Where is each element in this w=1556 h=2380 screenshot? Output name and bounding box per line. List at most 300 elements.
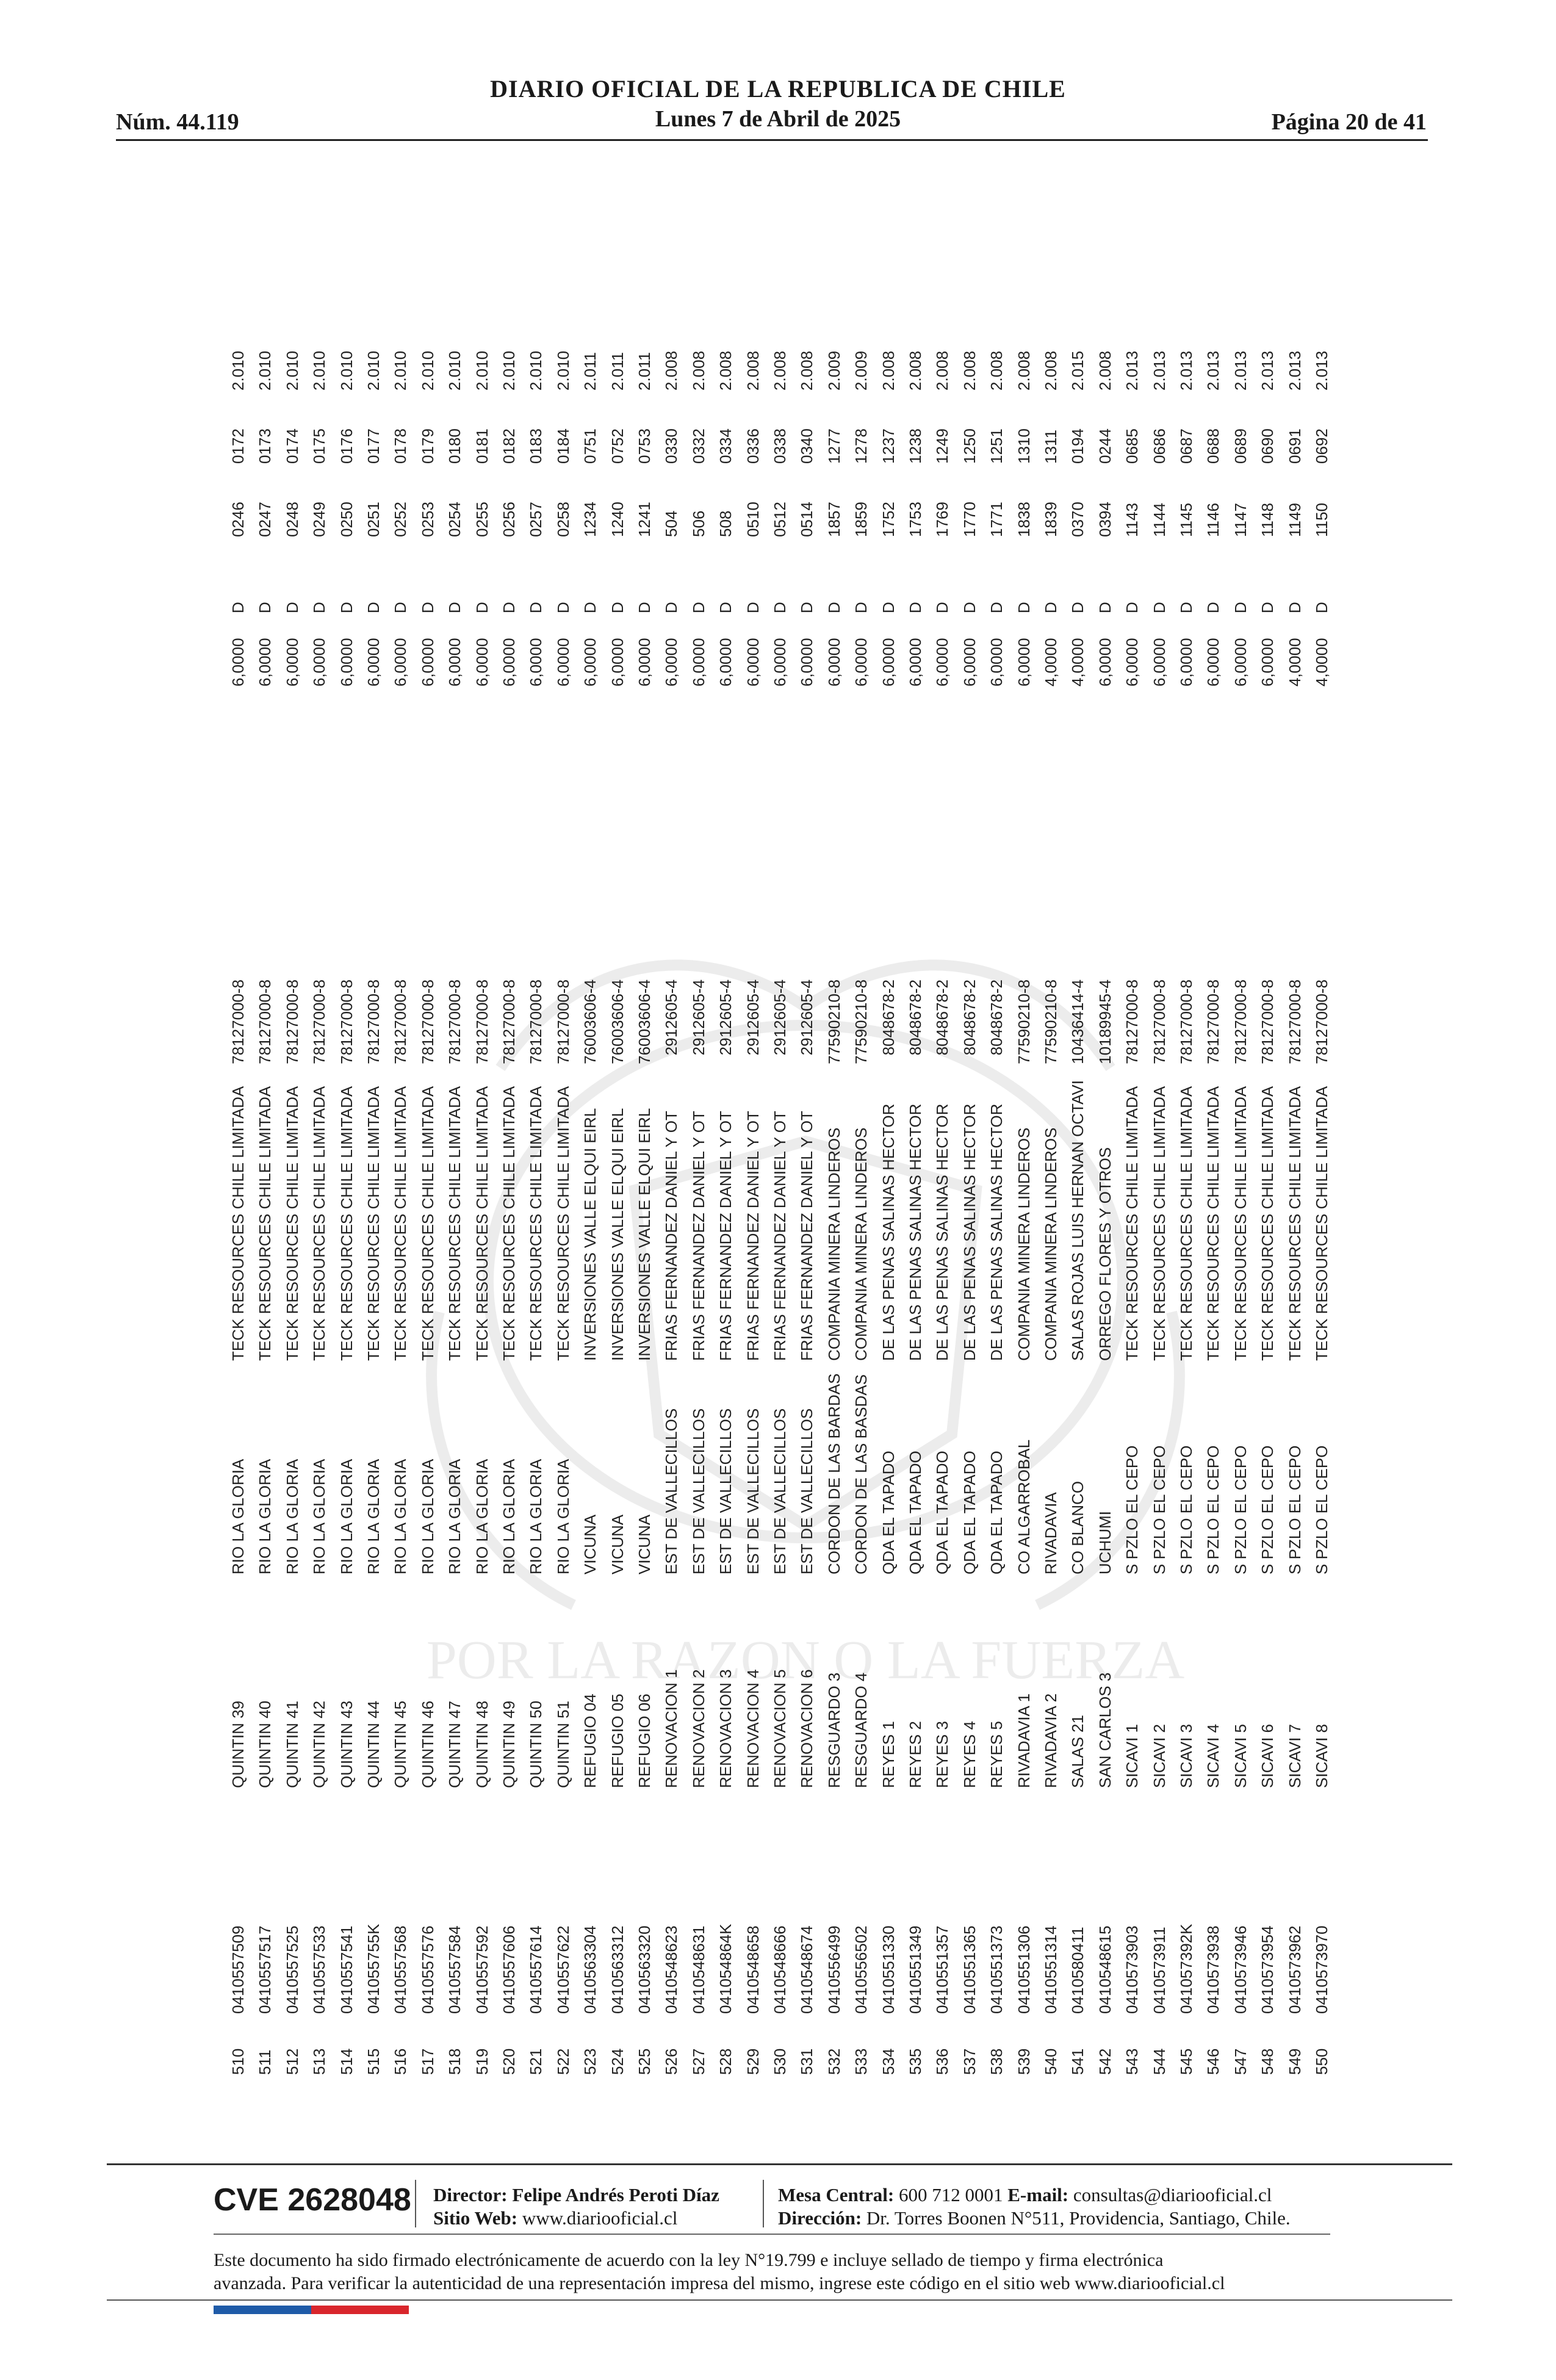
page-header [0,0,1556,146]
locality: RIO LA GLORIA [364,1459,383,1574]
type-code: D [1150,602,1169,613]
type-code: D [1313,602,1331,613]
footer-rule-middle [214,2234,1330,2235]
table-row [1145,244,1172,2075]
locality: S PZLO EL CEPO [1150,1445,1169,1574]
row-number: 533 [852,2048,871,2075]
rol-code: 041055755K [364,1924,383,2014]
row-number: 548 [1258,2048,1277,2075]
inscription-folio: 1149 [1285,503,1304,537]
holder-name: FRIAS FERNANDEZ DANIEL Y OT [771,1111,789,1361]
type-code: D [960,602,979,613]
footer-rule-top [107,2163,1452,2165]
inscription-year: 2.008 [1042,350,1060,391]
inscription-number: 0174 [283,428,301,464]
holder-name: FRIAS FERNANDEZ DANIEL Y OT [743,1111,762,1361]
hectares: 6,0000 [1204,638,1223,687]
inscription-folio: 1144 [1150,503,1169,537]
footer-separator [763,2180,764,2227]
table-row [333,244,359,2075]
holder-name: DE LAS PENAS SALINAS HECTOR [879,1103,898,1361]
holder-rut: 10436414-4 [1068,979,1087,1064]
rol-code: 0410573938 [1204,1925,1223,2014]
row-number: 534 [879,2048,898,2075]
locality: RIO LA GLORIA [391,1459,410,1574]
rol-code: 0410563320 [635,1925,654,2014]
table-row [711,244,738,2075]
inscription-year: 2.008 [771,350,789,391]
type-code: D [229,602,247,613]
type-code: D [1258,602,1277,613]
rol-code: 0410557533 [310,1925,329,2014]
table-row [441,244,467,2075]
rol-code: 0410557568 [391,1925,410,2014]
hectares: 6,0000 [689,638,708,687]
holder-rut: 76003606-4 [581,979,600,1064]
rol-code: 0410573962 [1285,1925,1304,2014]
concession-name: REYES 2 [906,1721,924,1788]
holder-rut: 77590210-8 [852,979,871,1064]
concession-name: QUINTIN 40 [256,1700,275,1788]
concession-name: SALAS 21 [1068,1715,1087,1788]
website-link[interactable]: www.diariooficial.cl [522,2207,678,2229]
concession-name: QUINTIN 48 [472,1700,491,1788]
concession-name: RENOVACION 2 [689,1669,708,1788]
type-code: D [1123,602,1142,613]
inscription-year: 2.010 [229,350,247,391]
hectares: 6,0000 [798,638,816,687]
type-code: D [689,602,708,613]
inscription-number: 0692 [1313,428,1331,464]
hectares: 6,0000 [608,638,627,687]
rol-code: 0410548623 [662,1925,681,2014]
inscription-number: 0685 [1123,428,1142,464]
rol-code: 0410557584 [445,1925,464,2014]
inscription-number: 0689 [1231,428,1250,464]
type-code: D [1177,602,1195,613]
table-row [956,244,982,2075]
table-row [549,244,576,2075]
mesa-phone: 600 712 0001 [899,2184,1003,2205]
holder-name: TECK RESOURCES CHILE LIMITADA [1177,1086,1195,1361]
type-code: D [933,602,952,613]
row-number: 545 [1177,2048,1195,2075]
row-number: 520 [500,2048,518,2075]
locality: RIVADAVIA [1042,1492,1060,1574]
inscription-folio: 0254 [445,502,464,537]
hectares: 6,0000 [1095,638,1114,687]
inscription-folio: 1150 [1313,503,1331,537]
row-number: 530 [771,2048,789,2075]
inscription-number: 0332 [689,428,708,464]
table-row [414,244,441,2075]
footer-separator [415,2180,416,2227]
locality: RIO LA GLORIA [283,1459,301,1574]
concession-name: QUINTIN 39 [229,1700,247,1788]
inscription-number: 0183 [527,428,546,464]
locality: RIO LA GLORIA [229,1459,247,1574]
inscription-year: 2.010 [391,350,410,391]
inscription-folio: 1839 [1042,502,1060,537]
concession-name: QUINTIN 41 [283,1700,301,1788]
holder-name: TECK RESOURCES CHILE LIMITADA [310,1086,329,1361]
inscription-year: 2.011 [608,352,627,391]
row-number: 546 [1204,2048,1223,2075]
table-row [224,244,251,2075]
rol-code: 0410573946 [1231,1925,1250,2014]
holder-name: INVERSIONES VALLE ELQUI EIRL [635,1108,654,1361]
concession-name: SICAVI 6 [1258,1723,1277,1788]
inscription-number: 0177 [364,428,383,464]
rol-code: 0410551330 [879,1925,898,2014]
row-number: 541 [1068,2048,1087,2075]
inscription-number: 0178 [391,428,410,464]
row-number: 538 [987,2048,1006,2075]
concession-name: REYES 3 [933,1721,952,1788]
concession-name: RENOVACION 5 [771,1669,789,1788]
inscription-folio: 0249 [310,502,329,537]
locality: S PZLO EL CEPO [1204,1445,1223,1574]
concession-name: RENOVACION 3 [716,1669,735,1788]
holder-rut: 78127000-8 [1231,979,1250,1064]
footer-director-block [433,2183,719,2230]
table-row [468,244,495,2075]
concession-name: QUINTIN 42 [310,1700,329,1788]
row-number: 544 [1150,2048,1169,2075]
rol-code: 0410551365 [960,1925,979,2014]
type-code: D [1231,602,1250,613]
type-code: D [1285,602,1304,613]
holder-name: TECK RESOURCES CHILE LIMITADA [1150,1086,1169,1361]
inscription-year: 2.013 [1258,350,1277,391]
table-row [1308,244,1334,2075]
concession-name: SAN CARLOS 3 [1095,1672,1114,1788]
table-row [278,244,305,2075]
hectares: 6,0000 [553,638,572,687]
inscription-folio: 0251 [364,502,383,537]
holder-name: TECK RESOURCES CHILE LIMITADA [1285,1086,1304,1361]
inscription-year: 2.010 [283,350,301,391]
inscription-number: 0340 [798,428,816,464]
inscription-folio: 0370 [1068,502,1087,537]
holder-rut: 8048678-2 [906,979,924,1056]
type-code: D [824,602,843,613]
holder-name: DE LAS PENAS SALINAS HECTOR [906,1103,924,1361]
hectares: 6,0000 [364,638,383,687]
inscription-year: 2.013 [1313,350,1331,391]
row-number: 519 [472,2048,491,2075]
locality: CO ALGARROBAL [1014,1439,1033,1574]
holder-name: FRIAS FERNANDEZ DANIEL Y OT [716,1111,735,1361]
rol-code: 0410557622 [553,1925,572,2014]
concession-name: SICAVI 4 [1204,1723,1223,1788]
type-code: D [987,602,1006,613]
hectares: 4,0000 [1285,638,1304,687]
locality: S PZLO EL CEPO [1258,1445,1277,1574]
row-number: 550 [1313,2048,1331,2075]
holder-name: COMPANIA MINERA LINDEROS [852,1127,871,1361]
row-number: 540 [1042,2048,1060,2075]
rol-code: 0410580411 [1068,1927,1087,2014]
holder-name: INVERSIONES VALLE ELQUI EIRL [608,1108,627,1361]
inscription-year: 2.011 [635,352,654,391]
hectares: 6,0000 [771,638,789,687]
hectares: 6,0000 [581,638,600,687]
rol-code: 0410557576 [418,1925,437,2014]
table-row [766,244,793,2075]
hectares: 4,0000 [1313,638,1331,687]
table-row [685,244,711,2075]
rol-code: 0410548631 [689,1925,708,2014]
mesa-label: Mesa Central: [778,2184,895,2205]
holder-rut: 76003606-4 [635,979,654,1064]
holder-rut: 78127000-8 [256,979,275,1064]
holder-rut: 78127000-8 [310,979,329,1064]
rol-code: 0410556499 [824,1925,843,2014]
holder-rut: 78127000-8 [553,979,572,1064]
concession-name: QUINTIN 45 [391,1700,410,1788]
row-number: 543 [1123,2048,1142,2075]
row-number: 537 [960,2048,979,2075]
table-row [1253,244,1280,2075]
inscription-year: 2.008 [1095,350,1114,391]
hectares: 6,0000 [824,638,843,687]
inscription-year: 2.008 [743,350,762,391]
rol-code: 041054864K [716,1924,735,2014]
concession-name: REFUGIO 06 [635,1693,654,1788]
address-value: Dr. Torres Boonen N°511, Providencia, Santiago, Chile. [866,2207,1291,2229]
concession-name: SICAVI 8 [1313,1723,1331,1788]
row-number: 510 [229,2048,247,2075]
row-number: 532 [824,2048,843,2075]
locality: RIO LA GLORIA [418,1459,437,1574]
inscription-year: 2.010 [337,350,356,391]
rol-code: 0410557525 [283,1925,301,2014]
concession-name: RENOVACION 1 [662,1669,681,1788]
inscription-number: 0180 [445,428,464,464]
inscription-number: 1277 [824,428,843,464]
legal-line: avanzada. Para verificar la autenticidad de una representación impresa del mismo, ingrese este código en el sitio web www.diariooficial.cl [214,2273,1225,2293]
inscription-number: 0179 [418,428,437,464]
row-number: 547 [1231,2048,1250,2075]
holder-rut: 2912605-4 [689,979,708,1056]
type-code: D [445,602,464,613]
type-code: D [391,602,410,613]
row-number: 523 [581,2048,600,2075]
concession-name: QUINTIN 44 [364,1700,383,1788]
locality: S PZLO EL CEPO [1177,1445,1195,1574]
inscription-number: 1278 [852,428,871,464]
hectares: 6,0000 [391,638,410,687]
hectares: 6,0000 [1231,638,1250,687]
inscription-folio: 1147 [1231,503,1250,537]
type-code: D [1204,602,1223,613]
holder-rut: 78127000-8 [472,979,491,1064]
type-code: D [500,602,518,613]
inscription-year: 2.010 [445,350,464,391]
locality: QDA EL TAPADO [879,1451,898,1574]
inscription-year: 2.008 [933,350,952,391]
concession-name: RIVADAVIA 1 [1014,1693,1033,1788]
inscription-number: 1251 [987,428,1006,464]
table-row [1199,244,1226,2075]
holder-name: TECK RESOURCES CHILE LIMITADA [229,1086,247,1361]
holder-rut: 78127000-8 [1285,979,1304,1064]
table-row [251,244,278,2075]
table-row [1118,244,1145,2075]
table-row [1010,244,1037,2075]
inscription-folio: 1770 [960,502,979,537]
publication-date: Lunes 7 de Abril de 2025 [655,106,901,132]
locality: VICUNA [581,1514,600,1574]
locality: QDA EL TAPADO [960,1451,979,1574]
inscription-folio: 506 [689,510,708,537]
holder-rut: 8048678-2 [879,979,898,1056]
inscription-folio: 1234 [581,502,600,537]
holder-rut: 76003606-4 [608,979,627,1064]
locality: S PZLO EL CEPO [1285,1445,1304,1574]
rol-code: 041057392K [1177,1924,1195,2014]
inscription-year: 2.010 [418,350,437,391]
inscription-year: 2.013 [1123,350,1142,391]
rol-code: 0410557509 [229,1925,247,2014]
table-row [793,244,819,2075]
holder-name: DE LAS PENAS SALINAS HECTOR [960,1103,979,1361]
inscription-number: 0175 [310,428,329,464]
concession-name: REYES 5 [987,1721,1006,1788]
watermark-motto: POR LA RAZON O LA FUERZA [426,1630,1185,1690]
rol-code: 0410551357 [933,1925,952,2014]
rol-code: 0410557517 [256,1925,275,2014]
inscription-folio: 0394 [1095,502,1114,537]
inscription-number: 0338 [771,428,789,464]
rol-code: 0410557592 [472,1925,491,2014]
rol-code: 0410551314 [1042,1925,1060,2014]
hectares: 6,0000 [1123,638,1142,687]
holder-name: TECK RESOURCES CHILE LIMITADA [445,1086,464,1361]
locality: RIO LA GLORIA [500,1459,518,1574]
concession-name: REYES 4 [960,1721,979,1788]
holder-name: TECK RESOURCES CHILE LIMITADA [1313,1086,1331,1361]
inscription-number: 0176 [337,428,356,464]
inscription-folio: 1148 [1258,503,1277,537]
locality: S PZLO EL CEPO [1231,1445,1250,1574]
row-number: 513 [310,2048,329,2075]
inscription-number: 1250 [960,428,979,464]
table-row [1064,244,1090,2075]
table-row [630,244,657,2075]
type-code: D [256,602,275,613]
hectares: 6,0000 [283,638,301,687]
inscription-number: 0752 [608,428,627,464]
holder-rut: 77590210-8 [824,979,843,1064]
inscription-number: 0336 [743,428,762,464]
inscription-folio: 1769 [933,502,952,537]
holder-rut: 2912605-4 [771,979,789,1056]
rol-code: 0410548615 [1095,1925,1114,2014]
type-code: D [527,602,546,613]
locality: CORDON DE LAS BARDAS [824,1373,843,1574]
locality: S PZLO EL CEPO [1123,1445,1142,1574]
rol-code: 0410563312 [608,1925,627,2014]
inscription-year: 2.011 [581,352,600,391]
type-code: D [1068,602,1087,613]
inscription-folio: 1857 [824,502,843,537]
concession-name: QUINTIN 49 [500,1700,518,1788]
row-number: 531 [798,2048,816,2075]
inscription-year: 2.013 [1204,350,1223,391]
locality: CORDON DE LAS BASDAS [852,1374,871,1574]
row-number: 542 [1095,2048,1114,2075]
issue-number: Núm. 44.119 [116,109,239,135]
type-code: D [418,602,437,613]
type-code: D [771,602,789,613]
inscription-year: 2.010 [500,350,518,391]
type-code: D [906,602,924,613]
email-link[interactable]: consultas@diariooficial.cl [1073,2184,1272,2205]
website-label: Sitio Web: [433,2207,518,2229]
row-number: 515 [364,2048,383,2075]
table-row [1172,244,1199,2075]
holder-name: COMPANIA MINERA LINDEROS [1014,1127,1033,1361]
locality: EST DE VALLECILLOS [771,1408,789,1574]
rol-code: 0410548666 [771,1925,789,2014]
inscription-number: 0753 [635,428,654,464]
type-code: D [743,602,762,613]
publication-title: DIARIO OFICIAL DE LA REPUBLICA DE CHILE [490,75,1066,103]
locality: EST DE VALLECILLOS [662,1408,681,1574]
row-number: 517 [418,2048,437,2075]
holder-name: TECK RESOURCES CHILE LIMITADA [256,1086,275,1361]
inscription-number: 0172 [229,428,247,464]
locality: RIO LA GLORIA [337,1459,356,1574]
table-row [901,244,928,2075]
holder-rut: 78127000-8 [1123,979,1142,1064]
inscription-year: 2.008 [716,350,735,391]
holder-rut: 78127000-8 [1258,979,1277,1064]
locality: CO BLANCO [1068,1480,1087,1574]
concession-name: REFUGIO 05 [608,1693,627,1788]
holder-rut: 78127000-8 [229,979,247,1064]
holder-rut: 78127000-8 [527,979,546,1064]
inscription-year: 2.013 [1177,350,1195,391]
director-label: Director: [433,2184,508,2205]
holder-rut: 78127000-8 [337,979,356,1064]
holder-name: TECK RESOURCES CHILE LIMITADA [500,1086,518,1361]
type-code: D [1042,602,1060,613]
inscription-folio: 0250 [337,502,356,537]
rol-code: 0410573970 [1313,1925,1331,2014]
rol-code: 0410557614 [527,1925,546,2014]
inscription-folio: 0246 [229,502,247,537]
hectares: 6,0000 [445,638,464,687]
row-number: 536 [933,2048,952,2075]
inscription-year: 2.015 [1068,350,1087,391]
holder-rut: 2912605-4 [798,979,816,1056]
rol-code: 0410557541 [337,1925,356,2014]
type-code: D [337,602,356,613]
rol-code: 0410573954 [1258,1925,1277,2014]
concession-name: SICAVI 3 [1177,1723,1195,1788]
hectares: 6,0000 [310,638,329,687]
inscription-number: 0181 [472,428,491,464]
locality: RIO LA GLORIA [256,1459,275,1574]
type-code: D [1095,602,1114,613]
holder-rut: 78127000-8 [364,979,383,1064]
row-number: 526 [662,2048,681,2075]
type-code: D [662,602,681,613]
concession-name: REYES 1 [879,1721,898,1788]
